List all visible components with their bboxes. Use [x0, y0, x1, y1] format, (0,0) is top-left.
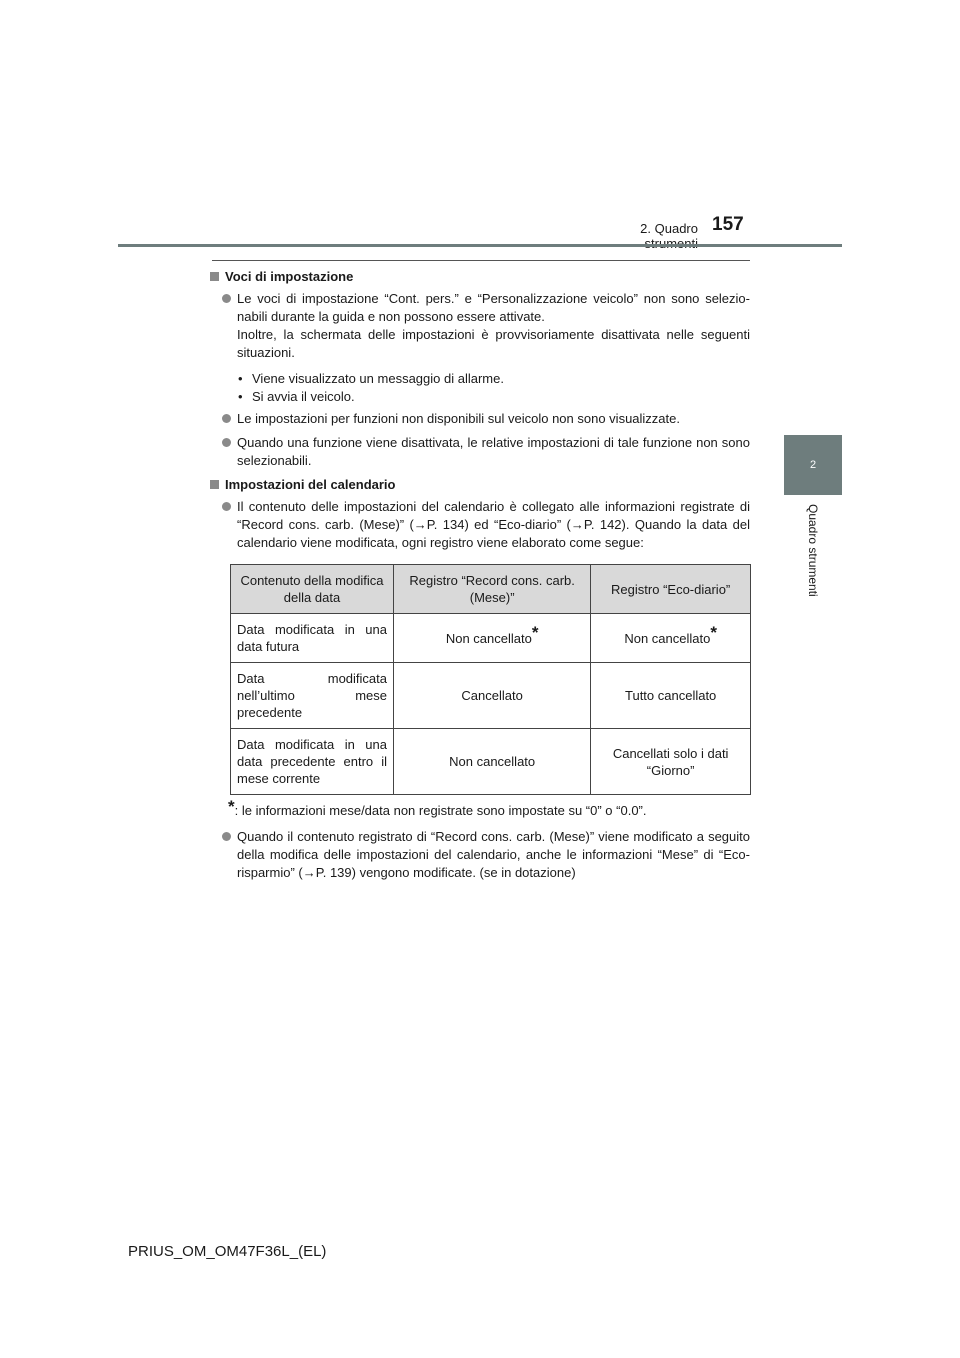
footnote: *: le informazioni mese/data non registrate sono impostate su “0” o “0.0”.	[228, 797, 647, 818]
document-code: PRIUS_OM_OM47F36L_(EL)	[128, 1243, 327, 1260]
calendar-table	[230, 564, 751, 795]
chapter-title: 2. Quadro	[640, 221, 698, 236]
table-cell: Data modificata in una data futura	[231, 614, 394, 663]
list-item: Le voci di impostazione “Cont. pers.” e “Personalizzazione veicolo” non sono selezio-nabili durante la guida e non possono essere attivate. Inoltre, la schermata delle impostazioni è provvisoriamente disattivata nelle seguenti situazioni.	[222, 290, 750, 362]
sub-list-item: • Viene visualizzato un messaggio di allarme.	[238, 371, 504, 386]
circle-bullet-icon	[222, 832, 231, 841]
table-header-cell: Registro “Eco-diario”	[591, 565, 751, 614]
content-top-rule	[212, 260, 750, 261]
page-content	[208, 266, 750, 888]
chapter-tab-number: 2	[809, 459, 817, 471]
section-heading: Impostazioni del calendario	[208, 476, 750, 494]
chapter-tab	[784, 435, 842, 495]
circle-bullet-icon	[222, 294, 231, 303]
table-row	[231, 663, 751, 729]
sub-list	[238, 370, 750, 406]
circle-bullet-icon	[222, 502, 231, 511]
circle-bullet-icon	[222, 414, 231, 423]
list-item: Le impostazioni per funzioni non disponibili sul veicolo non sono visualizzate.	[222, 410, 750, 428]
asterisk-mark: *	[531, 623, 539, 642]
table-cell: Data modificata in una data precedente entro il mese corrente	[231, 729, 394, 795]
table-row	[231, 729, 751, 795]
table-cell: Data modificata nell’ultimo mese precedente	[231, 663, 394, 729]
table-cell: Cancellati solo i dati “Giorno”	[591, 729, 751, 795]
header-rule	[118, 244, 842, 247]
page-number: 157	[712, 214, 744, 235]
square-bullet-icon	[210, 480, 219, 489]
table-cell: Non cancellato*	[591, 614, 751, 663]
table-row	[231, 614, 751, 663]
table-cell: Non cancellato	[394, 729, 591, 795]
list-item: Quando una funzione viene disattivata, le relative impostazioni di tale funzione non sono selezionabili.	[222, 434, 750, 470]
table-cell: Tutto cancellato	[591, 663, 751, 729]
sub-list-item: • Si avvia il veicolo.	[238, 389, 355, 404]
asterisk-mark: *	[228, 797, 235, 816]
section-heading: Voci di impostazione	[208, 268, 750, 286]
asterisk-mark: *	[710, 623, 717, 642]
table-header-row	[231, 565, 751, 614]
list-item: Quando il contenuto registrato di “Record cons. carb. (Mese)” viene modificato a seguito della modifica delle impostazioni del calendario, anche le informazioni “Mese” di “Eco-risparmio” (→P. 139) vengono modificate. (se in dotazione)	[222, 828, 750, 882]
chapter-side-label: Quadro strumenti	[806, 504, 820, 597]
square-bullet-icon	[210, 272, 219, 281]
table-cell: Non cancellato*	[394, 614, 591, 663]
list-item: Il contenuto delle impostazioni del calendario è collegato alle informazioni registrate di “Record cons. carb. (Mese)” (→P. 134) ed “Eco-diario” (→P. 142). Quando la data del calendario viene modificata, ogni registro viene elaborato come segue:	[222, 498, 750, 552]
circle-bullet-icon	[222, 438, 231, 447]
table-header-cell: Registro “Record cons. carb. (Mese)”	[394, 565, 591, 614]
table-header-cell: Contenuto della modifica della data	[231, 565, 394, 614]
table-cell: Cancellato	[394, 663, 591, 729]
